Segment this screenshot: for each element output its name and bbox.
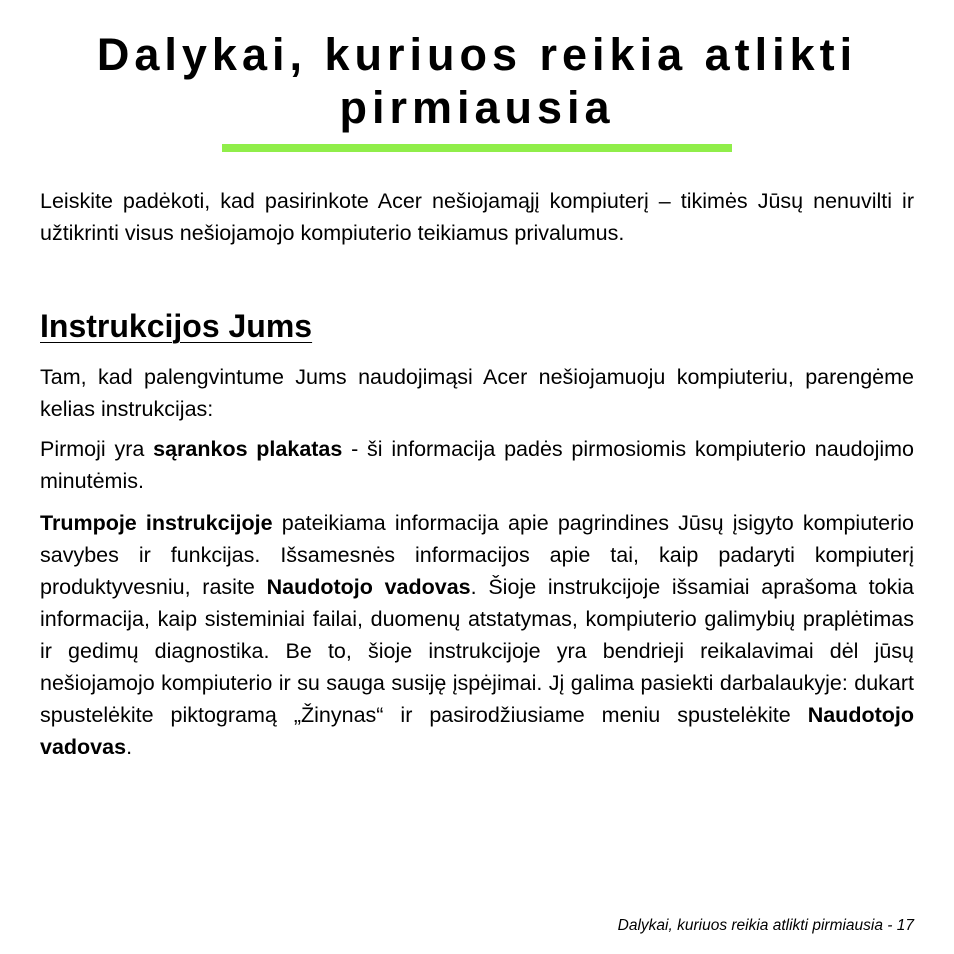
quick-guide-text-2: . Šioje instrukcijoje išsamiai aprašoma tokia informacija, kaip sisteminiai failai, duomenų atstatymas, kompiuterio galimybių praplėtimas ir gedimų diagnostika. Be to, šioje instrukcijoje yra bendrieji reikalavimai dėl jūsų nešiojamojo kompiuterio ir su sauga susiję įspėjimai. Jį galima pasiekti darbalaukyje: dukart spustelėkite piktogramą „Žinynas“ ir pasirodžiusiame meniu spustelėkite [40,575,914,727]
setup-poster-term: sąrankos plakatas [153,437,343,461]
section-heading: Instrukcijos Jums [40,308,313,344]
page-title [40,28,914,134]
title-accent-rule [222,144,732,152]
user-manual-term-2: Naudotojo vadovas [40,703,914,759]
page-title-line-2: pirmiausia [339,82,615,133]
user-manual-term: Naudotojo vadovas [266,575,471,599]
page-footer: Dalykai, kuriuos reikia atlikti pirmiausia - 17 [617,917,914,934]
quick-guide-term: Trumpoje instrukcijoje [40,511,273,535]
setup-poster-text-before: Pirmoji yra [40,437,154,461]
setup-poster-paragraph [40,433,914,497]
intro-paragraph: Leiskite padėkoti, kad pasirinkote Acer nešiojamąjį kompiuterį – tikimės Jūsų nenuvilti ir užtikrinti visus nešiojamojo kompiuterio teikiamus privalumus. [40,189,914,245]
instructions-intro-paragraph: Tam, kad palengvintume Jums naudojimąsi Acer nešiojamuoju kompiuteriu, parengėme kelias instrukcijas: [40,365,914,421]
setup-poster-text-after: - ši informacija padės pirmosiomis kompiuterio naudojimo minutėmis. [40,437,914,493]
quick-guide-text-3: . [126,735,133,759]
page-title-line-1: Dalykai, kuriuos reikia atlikti [96,29,858,80]
quick-guide-paragraph [40,507,914,763]
quick-guide-text-1: pateikiama informacija apie pagrindines Jūsų įsigyto kompiuterio savybes ir funkcijas. Išsamesnės informacijos apie tai, kaip padaryti kompiuterį produktyvesniu, rasite [40,511,914,599]
